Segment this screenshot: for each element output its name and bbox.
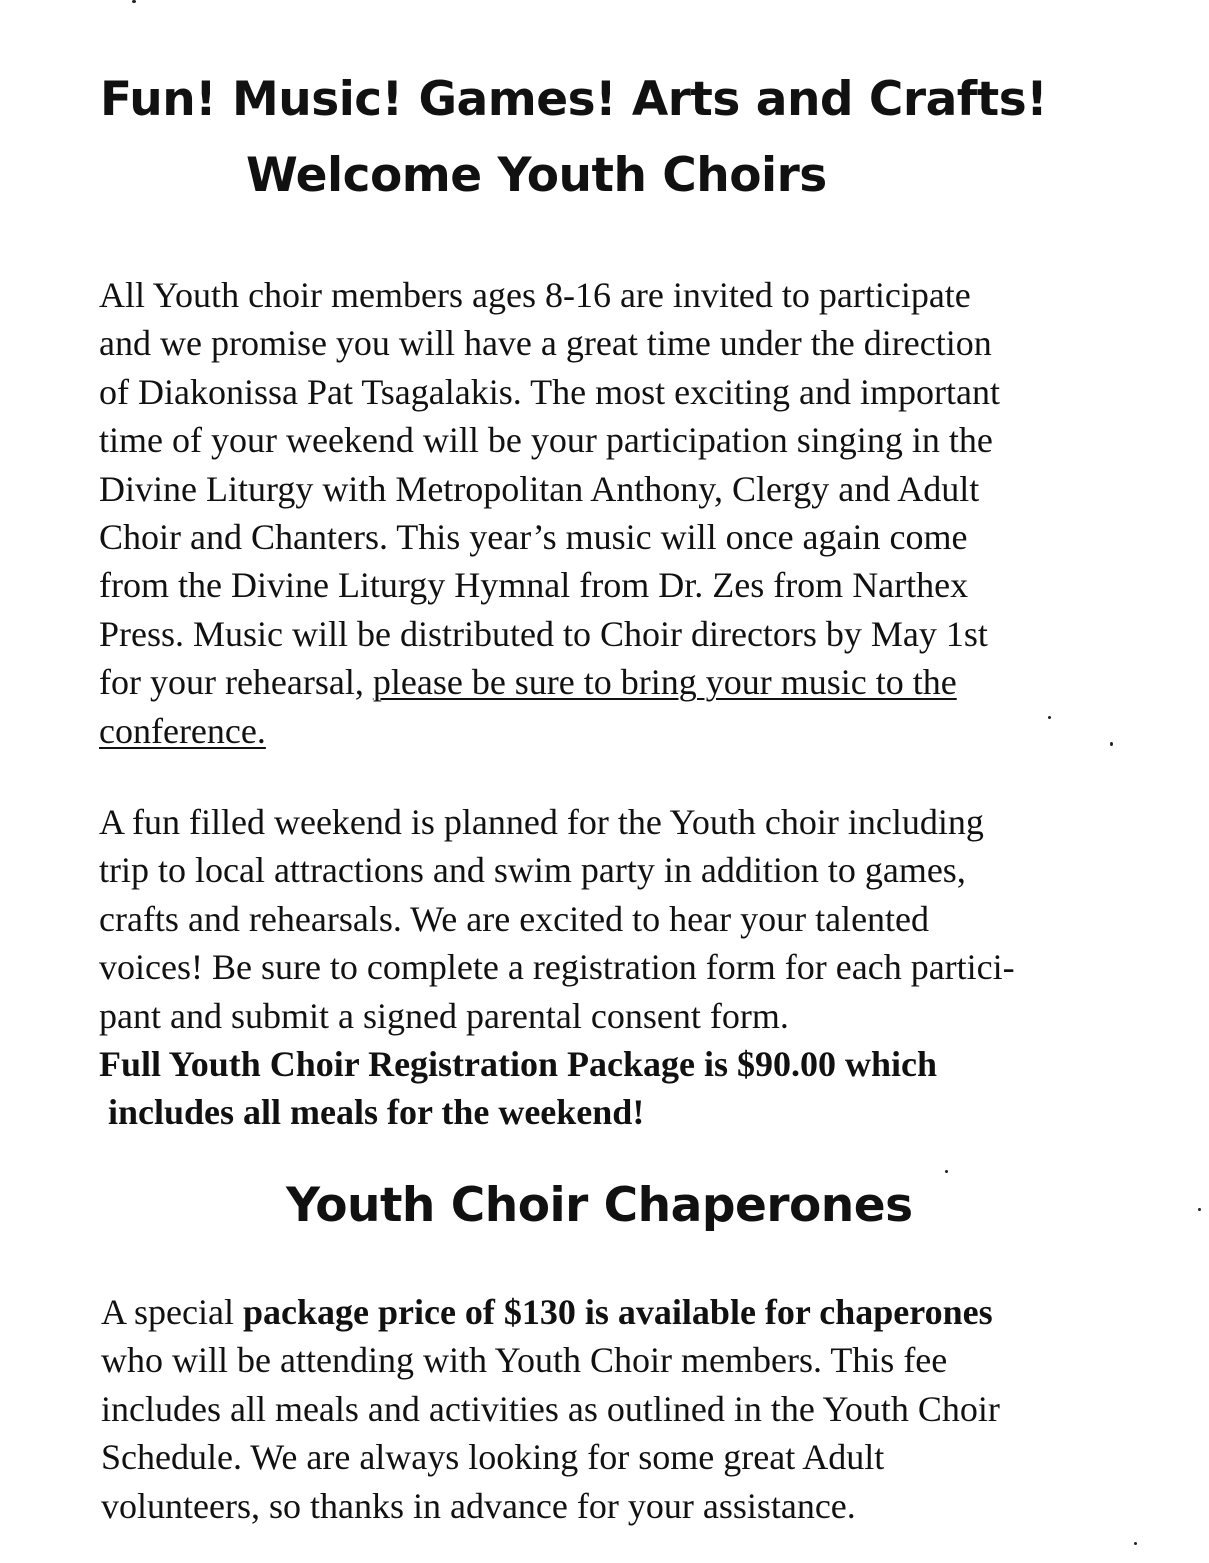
weekend-line: voices! Be sure to complete a registration form for each partici-	[99, 947, 1015, 988]
chaperone-package-price: package price of $130 is available for chaperones	[242, 1292, 993, 1332]
music-reminder-text: please be sure to bring your music to the	[372, 662, 957, 703]
intro-line: All Youth choir members ages 8-16 are invited to participate	[99, 275, 971, 315]
flyer-title-line1: Fun! Music! Games! Arts and Crafts!	[100, 72, 1048, 127]
chaperone-line: who will be attending with Youth Choir members. This fee	[101, 1340, 948, 1381]
flyer-title-line2: Welcome Youth Choirs	[246, 148, 827, 203]
weekend-line: trip to local attractions and swim party in addition to games,	[99, 850, 966, 891]
music-reminder-text-end: conference.	[99, 710, 266, 751]
chaperone-price-line	[101, 1288, 1181, 1336]
scan-speck	[1198, 1208, 1201, 1211]
intro-line: and we promise you will have a great time under the direction	[99, 323, 992, 364]
chaperone-line-text: A special	[101, 1292, 243, 1332]
scan-speck	[1048, 716, 1051, 719]
chaperone-line: includes all meals and activities as outlined in the Youth Choir	[101, 1388, 1000, 1429]
chaperone-line: volunteers, so thanks in advance for your assistance.	[101, 1485, 856, 1526]
scan-speck	[1134, 1542, 1137, 1545]
intro-line: time of your weekend will be your participation singing in the	[99, 420, 993, 461]
intro-paragraph	[99, 271, 1179, 755]
scan-speck	[945, 1170, 948, 1173]
scan-speck	[1110, 742, 1113, 746]
chaperones-paragraph	[101, 1288, 1181, 1530]
registration-price-line: Full Youth Choir Registration Package is $90.00 which	[99, 1044, 938, 1085]
intro-line: Choir and Chanters. This year’s music will once again come	[99, 517, 968, 558]
intro-line: of Diakonissa Pat Tsagalakis. The most exciting and important	[99, 371, 1001, 412]
chaperones-heading: Youth Choir Chaperones	[286, 1178, 913, 1233]
chaperone-line: Schedule. We are always looking for some great Adult	[101, 1437, 885, 1478]
intro-line-with-reminder	[99, 707, 1179, 755]
intro-line: from the Divine Liturgy Hymnal from Dr. Zes from Narthex	[99, 565, 969, 606]
intro-line: Press. Music will be distributed to Choir directors by May 1st	[99, 613, 988, 654]
scan-speck	[132, 0, 136, 3]
intro-line: Divine Liturgy with Metropolitan Anthony, Clergy and Adult	[99, 468, 980, 509]
registration-meals-line: includes all meals for the weekend!	[99, 1092, 645, 1133]
weekend-line: pant and submit a signed parental consent form.	[99, 995, 789, 1036]
weekend-line: A fun filled weekend is planned for the Youth choir including	[99, 802, 984, 842]
weekend-line: crafts and rehearsals. We are excited to hear your talented	[99, 898, 930, 939]
intro-line-text: for your rehearsal,	[99, 662, 373, 703]
intro-line-with-reminder	[99, 658, 1179, 706]
weekend-paragraph	[99, 798, 1179, 1137]
